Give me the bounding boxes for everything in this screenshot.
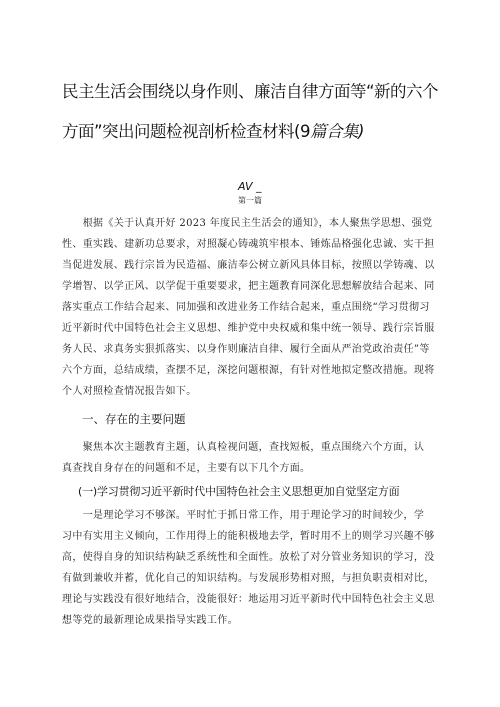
paragraph-line: 高，使得自身的知识结构缺乏系统性和全面性。放松了对分管业务知识的学习，没: [62, 552, 435, 563]
paragraph-line: 六个方面，总结成绩，查摆不足，深挖问题根源，有针对性地拟定整改措施。现将: [62, 365, 435, 376]
paragraph-line: 落实重点工作结合起来、同加强和改进业务工作结合起来，重点围绕“学习贯彻习: [62, 302, 430, 313]
title-main-text: 方面”突出问题检视剖析检查材料(9: [62, 122, 310, 141]
paragraph-line: 一是理论学习不够深。平时忙于抓日常工作，用于理论学习的时间较少，学: [62, 510, 425, 521]
paragraph-focus: [62, 437, 438, 479]
paragraph-line: 个人对照检查情况报告如下。: [62, 386, 197, 397]
paragraph-line: 务人民、求真务实狠抓落实、以身作则廉洁自律、履行全面从严治党政治责任”等: [62, 344, 430, 355]
paragraph-line: 根据《关于认真开好 2023 年度民主生活会的通知》，本人聚焦学思想、强党: [62, 218, 433, 229]
paragraph-line: 有做到兼收并蓄，优化自己的知识结构。与发展形势相对照，与担负职责相对比，: [62, 573, 435, 584]
paragraph-line: 真查找自身存在的问题和不足，主要有以下几个方面。: [62, 463, 311, 474]
subsection-heading-study: (一)学习贯彻习近平新时代中国特色社会主义思想更加自觉坚定方面: [78, 485, 400, 498]
paragraph-intro: [62, 213, 438, 402]
paragraph-line: 当促进发展、践行宗旨为民造福、廉洁奉公树立新风具体目标，按照以学铸魂、以: [62, 260, 435, 271]
subheading-first-article: 第一篇: [238, 196, 262, 205]
title-italic-text: 篇合集): [309, 122, 364, 141]
document-title-line-1: 民主生活会围绕以身作则、廉洁自律方面等“新的六个: [62, 82, 439, 101]
section-heading-main-problems: 一、存在的主要问题: [82, 412, 186, 426]
paragraph-line: 近平新时代中国特色社会主义思想、维护党中央权威和集中统一领导、践行宗旨服: [62, 323, 435, 334]
paragraph-line: 聚焦本次主题教育主题，认真检视问题，查找短板，重点围绕六个方面，认: [62, 442, 425, 453]
document-title-line-2: [62, 122, 462, 142]
section-marker: AV _: [238, 180, 262, 193]
paragraph-line: 学增智、以学正风、以学促干重要要求，把主题教育同深化思想解放结合起来、同: [62, 281, 435, 292]
paragraph-line: 理论与实践没有很好地结合，没能很好：地运用习近平新时代中国特色社会主义思: [62, 594, 435, 605]
paragraph-line: 想等党的最新理论成果指导实践工作。: [62, 615, 238, 626]
paragraph-theory-study: [62, 505, 438, 631]
paragraph-line: 性、重实践、建新功总要求，对照凝心铸魂筑牢根本、锤炼品格强化忠诚、实干担: [62, 239, 435, 250]
paragraph-line: 习中有实用主义倾向，工作用得上的能积极地去学，暂时用不上的则学习兴趣不够: [62, 531, 435, 542]
